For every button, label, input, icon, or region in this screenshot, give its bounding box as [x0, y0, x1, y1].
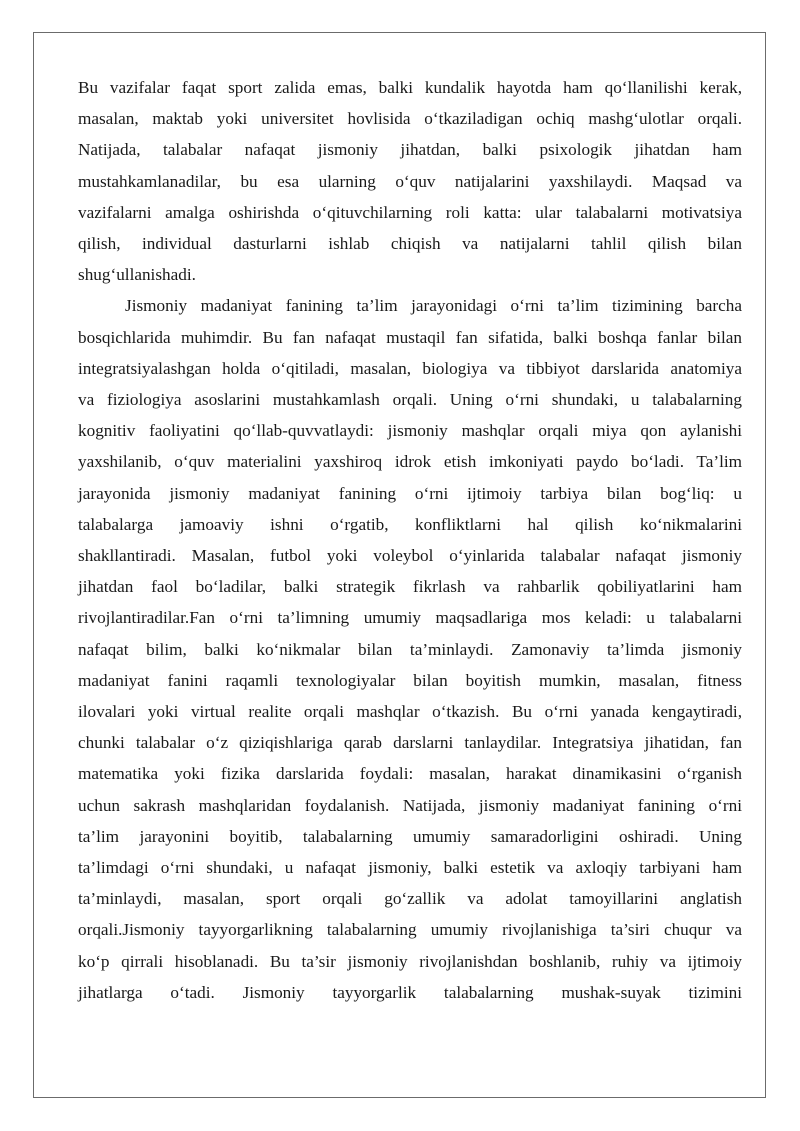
text-line: jihatdan faol bo‘ladilar, balki strategik fikrlash va rahbarlik qobiliyatlarini ham [78, 577, 742, 597]
text-line: va fiziologiya asoslarini mustahkamlash orqali. Uning o‘rni shundaki, u talabalarning [78, 390, 742, 410]
text-line: bosqichlarida muhimdir. Bu fan nafaqat mustaqil fan sifatida, balki boshqa fanlar bilan [78, 327, 742, 347]
text-line: orqali.Jismoniy tayyorgarlikning talabalarning umumiy rivojlanishiga ta’siri chuqur va [78, 920, 742, 940]
text-line: Natijada, talabalar nafaqat jismoniy jihatdan, balki psixologik jihatdan ham [78, 140, 742, 160]
text-line: ko‘p qirrali hisoblanadi. Bu ta’sir jismoniy rivojlanishdan boshlanib, ruhiy va ijtimoiy [78, 951, 742, 971]
text-line: mustahkamlanadilar, bu esa ularning o‘quv natijalarini yaxshilaydi. Maqsad va [78, 171, 742, 191]
text-line: chunki talabalar o‘z qiziqishlariga qarab darslarni tanlaydilar. Integratsiya jihatidan, fan [78, 733, 742, 753]
text-line: rivojlantiradilar.Fan o‘rni ta’limning umumiy maqsadlariga mos keladi: u talabalarni [78, 608, 742, 628]
text-line: madaniyat fanini raqamli texnologiyalar bilan boyitish mumkin, masalan, fitness [78, 670, 742, 690]
text-line: nafaqat bilim, balki ko‘nikmalar bilan ta’minlaydi. Zamonaviy ta’limda jismoniy [78, 639, 742, 659]
text-line: ilovalari yoki virtual realite orqali mashqlar o‘tkazish. Bu o‘rni yanada kengaytiradi, [78, 702, 742, 722]
text-line: Bu vazifalar faqat sport zalida emas, balki kundalik hayotda ham qo‘llanilishi kerak, [78, 78, 742, 97]
text-line: jarayonida jismoniy madaniyat fanining o‘rni ijtimoiy tarbiya bilan bog‘liq: u [78, 483, 742, 503]
text-line: shug‘ullanishadi. [78, 265, 196, 285]
paragraph-1 [78, 72, 742, 290]
text-line: shakllantiradi. Masalan, futbol yoki voleybol o‘yinlarida talabalar nafaqat jismoniy [78, 546, 742, 566]
document-body [78, 72, 742, 1008]
paragraph-2 [78, 290, 742, 1008]
text-line: ta’limdagi o‘rni shundaki, u nafaqat jismoniy, balki estetik va axloqiy tarbiyani ham [78, 858, 742, 878]
text-line: qilish, individual dasturlarni ishlab chiqish va natijalarni tahlil qilish bilan [78, 234, 742, 254]
text-line: integratsiyalashgan holda o‘qitiladi, masalan, biologiya va tibbiyot darslarida anatomiya [78, 358, 742, 378]
text-line: Jismoniy madaniyat fanining ta’lim jarayonidagi o‘rni ta’lim tizimining barcha [125, 296, 742, 316]
text-line: vazifalarni amalga oshirishda o‘qituvchilarning roli katta: ular talabalarni motivatsiya [78, 202, 742, 222]
text-line: matematika yoki fizika darslarida foydali: masalan, harakat dinamikasini o‘rganish [78, 764, 742, 784]
text-line: ta’lim jarayonini boyitib, talabalarning umumiy samaradorligini oshiradi. Uning [78, 826, 742, 846]
text-line: uchun sakrash mashqlaridan foydalanish. Natijada, jismoniy madaniyat fanining o‘rni [78, 795, 742, 815]
text-line: masalan, maktab yoki universitet hovlisida o‘tkaziladigan ochiq mashg‘ulotlar orqali. [78, 109, 742, 129]
text-line: talabalarga jamoaviy ishni o‘rgatib, konfliktlarni hal qilish ko‘nikmalarini [78, 514, 742, 534]
text-line: jihatlarga o‘tadi. Jismoniy tayyorgarlik talabalarning mushak-suyak tizimini [78, 982, 742, 1002]
text-line: ta’minlaydi, masalan, sport orqali go‘zallik va adolat tamoyillarini anglatish [78, 889, 742, 909]
text-line: yaxshilanib, o‘quv materialini yaxshiroq idrok etish imkoniyati paydo bo‘ladi. Ta’lim [78, 452, 742, 472]
text-line: kognitiv faoliyatini qo‘llab-quvvatlaydi: jismoniy mashqlar orqali miya qon aylanishi [78, 421, 742, 441]
